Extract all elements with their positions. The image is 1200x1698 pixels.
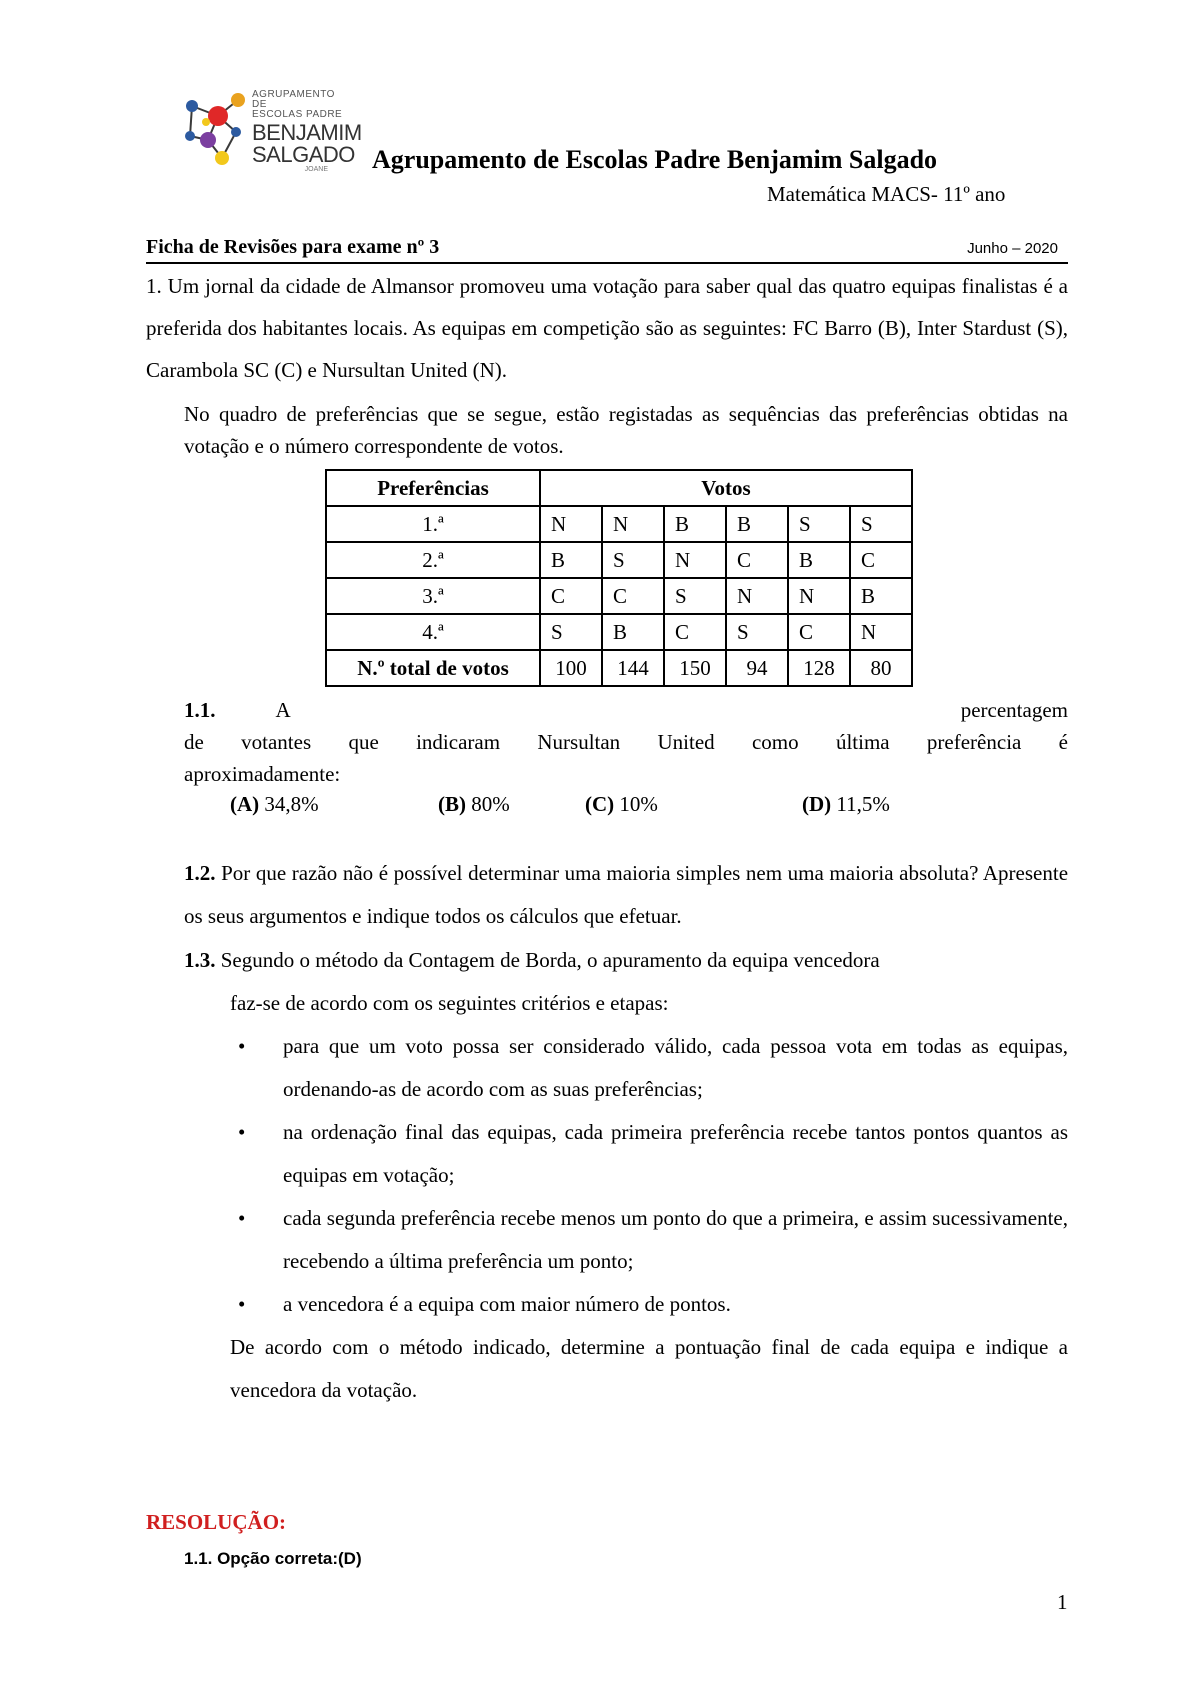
table-cell: C: [664, 614, 726, 650]
preferences-table: [325, 469, 913, 687]
bullet-icon: •: [238, 1034, 246, 1058]
table-cell: S: [664, 578, 726, 614]
list-item: [184, 1025, 1068, 1111]
table-row-label: 3.ª: [326, 578, 540, 614]
table-row-label: 4.ª: [326, 614, 540, 650]
table-total-cell: 128: [788, 650, 850, 686]
option-d: [802, 792, 890, 817]
question-1-1: [184, 694, 1068, 790]
table-cell: N: [850, 614, 912, 650]
table-row: [326, 614, 912, 650]
option-a: [230, 792, 319, 817]
resolution-answer: [184, 1549, 362, 1569]
table-row-label: 1.ª: [326, 506, 540, 542]
table-cell: B: [602, 614, 664, 650]
question-1-1-line-1: [184, 694, 1068, 726]
question-1-3-intro-second: faz-se de acordo com os seguintes critérios e etapas:: [230, 991, 669, 1015]
table-cell: N: [726, 578, 788, 614]
table-cell: C: [850, 542, 912, 578]
table-cell: N: [788, 578, 850, 614]
table-cell: B: [788, 542, 850, 578]
option-d-key: (D): [802, 792, 832, 816]
resolution-title: RESOLUÇÃO:: [146, 1510, 287, 1534]
question-1-3-number: 1.3.: [184, 948, 216, 972]
question-1: [146, 265, 1068, 391]
table-cell: S: [726, 614, 788, 650]
list-item: [184, 1197, 1068, 1283]
logo-text: [252, 89, 362, 173]
logo-line-4: SALGADO: [252, 142, 355, 167]
sheet-title: Ficha de Revisões para exame nº 3: [146, 236, 440, 258]
logo-line-5: JOANE: [304, 166, 328, 173]
table-total-cell: 94: [726, 650, 788, 686]
table-cell: C: [602, 578, 664, 614]
question-1-1-line-2: de votantes que indicaram Nursultan United como última preferência é: [184, 730, 1068, 754]
criteria-text: cada segunda preferência recebe menos um ponto do que a primeira, e assim sucessivamente, recebendo a última preferência um ponto;: [283, 1206, 1068, 1273]
table-cell: S: [602, 542, 664, 578]
criteria-text: a vencedora é a equipa com maior número de pontos.: [283, 1292, 731, 1316]
table-total-cell: 144: [602, 650, 664, 686]
option-c-value: 10%: [619, 792, 658, 816]
table-total-cell: 150: [664, 650, 726, 686]
logo-line-3: BENJAMIM: [252, 120, 362, 145]
table-cell: B: [726, 506, 788, 542]
question-1-number: 1.: [146, 274, 162, 298]
question-1-2-number: 1.2.: [184, 861, 216, 885]
table-header-row: [326, 470, 912, 506]
question-1-text: Um jornal da cidade de Almansor promoveu uma votação para saber qual das quatro equipas finalistas é a preferida dos habitantes locais. As equipas em competição são as seguintes: FC Barro (B), Inter Stardust (S), Carambola SC (C) e Nursultan United (N).: [146, 274, 1069, 382]
table-header-votes: Votos: [540, 470, 912, 506]
table-cell: S: [788, 506, 850, 542]
table-total-cell: 100: [540, 650, 602, 686]
list-item: [184, 1283, 1068, 1326]
page-number: 1: [1057, 1590, 1068, 1614]
question-1-2-text: Por que razão não é possível determinar uma maioria simples nem uma maioria absoluta? Apresente os seus argumentos e indique todos os cálculos que efetuar.: [184, 861, 1069, 928]
table-cell: B: [540, 542, 602, 578]
list-item: [184, 1111, 1068, 1197]
option-a-value: 34,8%: [264, 792, 319, 816]
table-total-cell: 80: [850, 650, 912, 686]
criteria-text: na ordenação final das equipas, cada primeira preferência recebe tantos pontos quantos as equipas em votação;: [283, 1120, 1068, 1187]
question-1-1-word-a: A: [275, 698, 291, 722]
question-1-3-conclusion: De acordo com o método indicado, determine a pontuação final de cada equipa e indique a vencedora da votação.: [230, 1335, 1068, 1402]
logo-line-1: AGRUPAMENTO DE: [252, 89, 335, 110]
question-1-3: [184, 939, 1068, 1412]
table-row-label: 2.ª: [326, 542, 540, 578]
table-cell: B: [850, 578, 912, 614]
table-row: [326, 578, 912, 614]
table-cell: C: [726, 542, 788, 578]
table-header-preferences: Preferências: [326, 470, 540, 506]
table-cell: C: [540, 578, 602, 614]
question-1-1-number: 1.1.: [184, 698, 216, 722]
bullet-icon: •: [238, 1292, 246, 1316]
table-row: [326, 506, 912, 542]
resolution-answer-value: (D): [338, 1549, 362, 1568]
table-total-row: [326, 650, 912, 686]
option-c: [585, 792, 658, 817]
resolution-answer-label: 1.1. Opção correta:: [184, 1549, 339, 1568]
question-1-1-word-percentagem: percentagem: [960, 698, 1068, 722]
criteria-list: [184, 1025, 1068, 1326]
table-cell: S: [540, 614, 602, 650]
option-d-value: 11,5%: [836, 792, 890, 816]
question-1-1-line-3: aproximadamente:: [184, 762, 341, 786]
logo-line-2: ESCOLAS PADRE: [252, 109, 343, 120]
table-cell: N: [540, 506, 602, 542]
sheet-date: Junho – 2020: [967, 240, 1058, 257]
logo-molecule-icon: [178, 86, 258, 166]
option-a-key: (A): [230, 792, 260, 816]
bullet-icon: •: [238, 1120, 246, 1144]
table-intro: No quadro de preferências que se segue, estão registadas as sequências das preferências obtidas na votação e o número correspondente de votos.: [184, 402, 1068, 458]
table-cell: B: [664, 506, 726, 542]
option-c-key: (C): [585, 792, 615, 816]
option-b-value: 80%: [471, 792, 510, 816]
table-cell: C: [788, 614, 850, 650]
question-1-3-intro: [184, 939, 1068, 982]
criteria-text: para que um voto possa ser considerado válido, cada pessoa vota em todas as equipas, ordenando-as de acordo com as suas preferências;: [283, 1034, 1068, 1101]
question-1-3-intro-first: Segundo o método da Contagem de Borda, o apuramento da equipa vencedora: [220, 948, 880, 972]
subject-line: Matemática MACS- 11º ano: [767, 182, 1006, 206]
table-cell: S: [850, 506, 912, 542]
school-logo: [178, 86, 362, 173]
school-title: Agrupamento de Escolas Padre Benjamim Salgado: [372, 145, 938, 174]
option-b: [438, 792, 510, 817]
table-total-label: N.º total de votos: [326, 650, 540, 686]
table-cell: N: [602, 506, 664, 542]
table-cell: N: [664, 542, 726, 578]
question-1-2: [184, 852, 1068, 938]
sheet-header: [146, 236, 1068, 264]
bullet-icon: •: [238, 1206, 246, 1230]
option-b-key: (B): [438, 792, 466, 816]
table-row: [326, 542, 912, 578]
